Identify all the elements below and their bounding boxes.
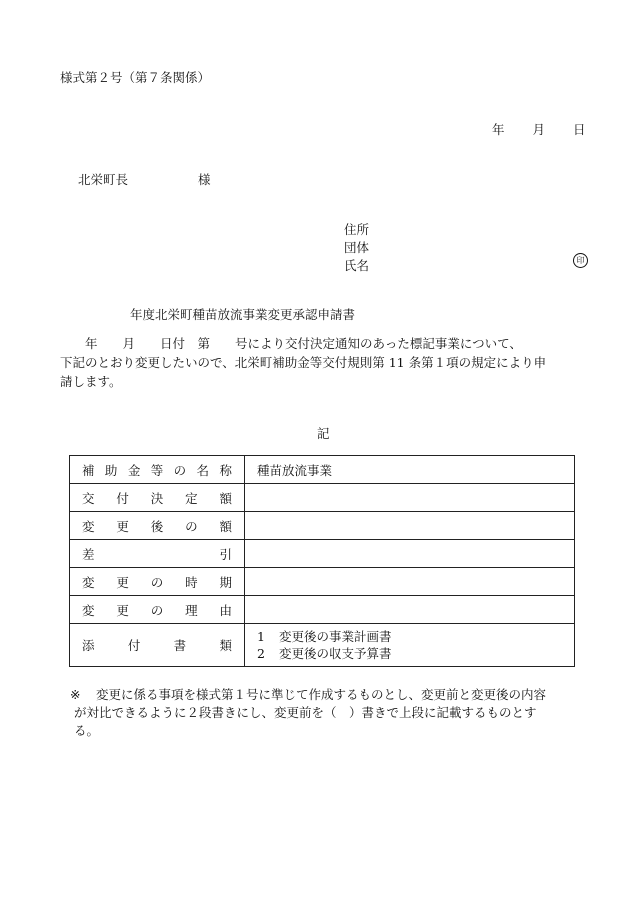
row-label: 変 更 の 時 期 [70, 568, 245, 596]
applicant-organization-label: 団体 [344, 240, 370, 255]
applicant-block [344, 221, 369, 275]
body-line: 下記のとおり変更したいので、北栄町補助金等交付規則第 11 条第１項の規定により申 [60, 355, 547, 370]
date-year-label: 年 [492, 122, 505, 137]
addressee [78, 170, 211, 188]
footnote [70, 686, 590, 740]
date-month-label: 月 [532, 122, 546, 137]
table-row [70, 596, 575, 624]
body-text [60, 334, 586, 391]
attachment-item: 2 変更後の収支予算書 [257, 646, 392, 661]
table-row [70, 512, 575, 540]
row-value [245, 596, 575, 624]
applicant-address-label: 住所 [344, 222, 370, 237]
body-line: 請します。 [60, 374, 122, 389]
date-day-label: 日 [573, 122, 586, 137]
details-table [69, 455, 575, 667]
row-label: 添 付 書 類 [70, 624, 245, 667]
form-number: 様式第２号（第７条関係） [60, 70, 211, 85]
row-value [245, 484, 575, 512]
addressee-name: 北栄町長 [78, 172, 129, 187]
table-row [70, 540, 575, 568]
row-value [245, 540, 575, 568]
attachment-list [245, 624, 575, 667]
row-label: 差 引 [70, 540, 245, 568]
row-value [245, 568, 575, 596]
table-row-attachments [70, 624, 575, 667]
date-line [492, 120, 586, 138]
applicant-name-label: 氏名 [344, 258, 370, 273]
row-label: 補 助 金 等 の 名 称 [70, 456, 245, 484]
row-label: 変 更 の 理 由 [70, 596, 245, 624]
document-title: 年度北栄町種苗放流事業変更承認申請書 [130, 307, 356, 322]
table-row [70, 568, 575, 596]
table-row [70, 484, 575, 512]
ki-heading: 記 [317, 426, 330, 441]
row-label: 交 付 決 定 額 [70, 484, 245, 512]
row-label: 変 更 後 の 額 [70, 512, 245, 540]
footnote-line: が対比できるように２段書きにし、変更前を（ ）書きで上段に記載するものとす [74, 705, 537, 720]
row-value [245, 512, 575, 540]
seal-icon: 印 [573, 253, 588, 268]
row-value: 種苗放流事業 [245, 456, 575, 484]
footnote-line: る。 [74, 723, 100, 738]
note-mark: ※ [70, 687, 81, 702]
body-line: 年 月 日付 第 号により交付決定通知のあった標記事業について、 [60, 336, 522, 351]
table-row [70, 456, 575, 484]
addressee-honorific: 様 [198, 172, 211, 187]
footnote-line: ※ 変更に係る事項を様式第１号に準じて作成するものとし、変更前と変更後の内容 [70, 687, 547, 702]
attachment-item: 1 変更後の事業計画書 [257, 629, 392, 644]
